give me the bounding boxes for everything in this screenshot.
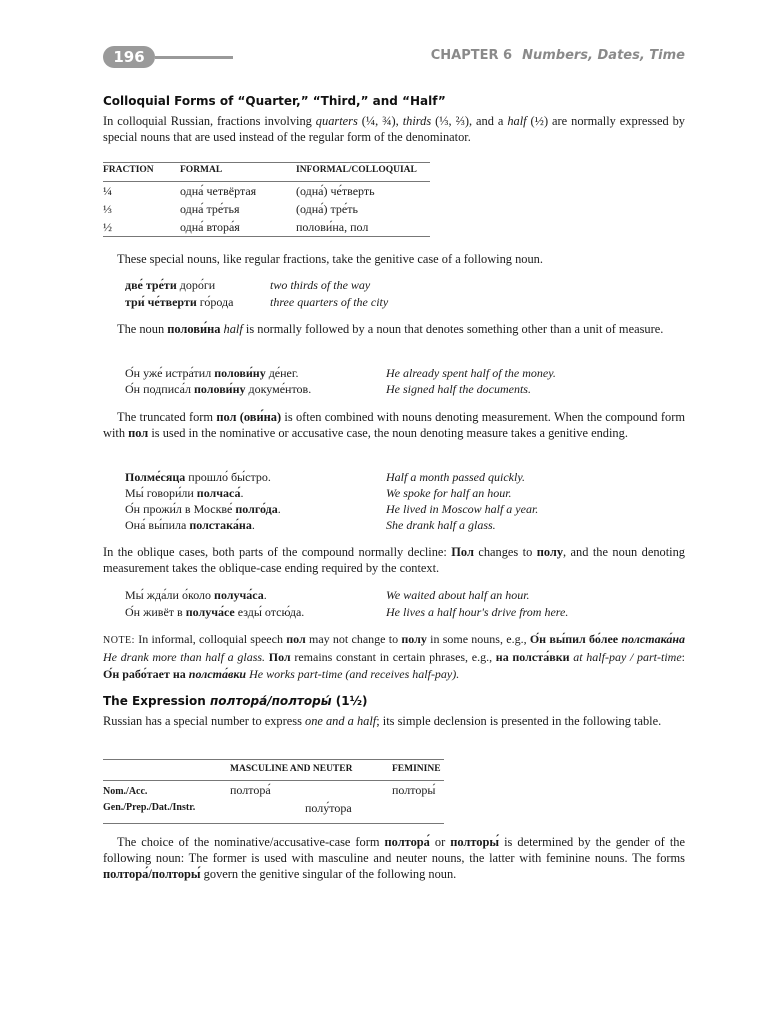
- example-en: Half a month passed quickly.: [386, 470, 525, 484]
- example-ru: Она́ вы́пила полстака́на.: [125, 518, 255, 532]
- header-fraction: FRACTION: [103, 165, 154, 175]
- example-ru: О́н подписа́л полови́ну докуме́нтов.: [125, 382, 312, 396]
- header-feminine: FEMININE: [392, 764, 441, 774]
- table-row: ⅓ одна́ тре́тья (одна́) тре́ть: [103, 202, 358, 216]
- table-row: Gen./Prep./Dat./Instr. полу́тора: [103, 801, 352, 815]
- example-ru: Полме́сяца прошло́ бы́стро.: [125, 470, 271, 484]
- example-ru: две́ тре́ти доро́ги: [125, 278, 216, 292]
- example-en: We spoke for half an hour.: [386, 486, 512, 500]
- page-header: [103, 46, 685, 70]
- intro-paragraph: In colloquial Russian, fractions involving quarters (¼, ¾), thirds (⅓, ⅔), and a half (½) are normally expressed by special nouns that are used instead of the regular form of the denominator.: [103, 114, 685, 144]
- oblique-paragraph: In the oblique cases, both parts of the compound normally decline: Пол changes to полу, and the noun denoting measurement takes the oblique-case ending required by the context.: [103, 545, 685, 575]
- example-en: He already spent half of the money.: [386, 366, 556, 380]
- poltora-intro: Russian has a special number to express one and a half; its simple declension is presented in the following table.: [103, 714, 662, 728]
- chapter-label: CHAPTER 6: [430, 48, 513, 63]
- header-rule: [155, 56, 233, 59]
- running-head: [431, 48, 685, 63]
- table-row: ½ одна́ втора́я полови́на, пол: [103, 220, 369, 234]
- example-ru: Мы́ жда́ли о́коло получа́са.: [125, 588, 267, 602]
- table-rule: [103, 823, 444, 824]
- chapter-title: Numbers, Dates, Time: [522, 48, 685, 63]
- example-en: He signed half the documents.: [386, 382, 531, 396]
- example-en: He lives a half hour's drive from here.: [386, 605, 569, 619]
- table-row: ¼ одна́ четвёртая (одна́) че́тверть: [103, 184, 375, 198]
- table-rule: [103, 236, 430, 237]
- example-ru: О́н уже́ истра́тил полови́ну де́нег.: [125, 366, 299, 380]
- section-heading-fractions: Colloquial Forms of “Quarter,” “Third,” and “Half”: [103, 94, 446, 108]
- header-informal: INFORMAL/COLLOQUIAL: [296, 165, 417, 175]
- example-ru: три́ че́тверти го́рода: [125, 295, 234, 309]
- note-paragraph: NOTE: In informal, colloquial speech пол may not change to полу in some nouns, e.g., О́н вы́пил бо́лее полстака́на He drank more than half a glass. Пол remains constant in certain phrases, e.g., на полста́вки at half-pay / part-time: О́н рабо́тает на полста́вки He works part-time (and receives half-pay).: [103, 632, 686, 681]
- truncated-paragraph: The truncated form пол (ови́на) is often combined with nouns denoting measurement. When the compound form with пол is used in the nominative or accusative case, the noun denoting measure takes a genitive ending.: [103, 410, 685, 440]
- example-en: We waited about half an hour.: [386, 588, 530, 602]
- example-en: She drank half a glass.: [386, 518, 496, 532]
- example-ru: Мы́ говори́ли полчаса́.: [125, 486, 244, 500]
- table-header-row: [103, 163, 430, 181]
- declension-table: [103, 759, 444, 824]
- genitive-paragraph: These special nouns, like regular fractions, take the genitive case of a following noun.: [117, 252, 543, 266]
- example-en: three quarters of the city: [270, 295, 389, 309]
- table-header-row: [103, 760, 444, 780]
- table-row: Nom./Acc. полтора́ полторы́: [103, 783, 436, 797]
- page-number: 196: [103, 46, 155, 68]
- polovina-paragraph: The noun полови́на half is normally followed by a noun that denotes something other than a unit of measure.: [117, 322, 664, 336]
- header-formal: FORMAL: [180, 165, 223, 175]
- example-en: two thirds of the way: [270, 278, 371, 292]
- example-en: He lived in Moscow half a year.: [386, 502, 539, 516]
- example-ru: О́н живёт в получа́се езды́ отсю́да.: [125, 605, 305, 619]
- header-masculine-neuter: MASCULINE AND NEUTER: [230, 764, 353, 774]
- final-paragraph: The choice of the nominative/accusative-case form полтора́ or полторы́ is determined by the gender of the following noun: The former is used with masculine and neuter nouns, the latter with feminine nouns. The forms полтора́/полторы́ govern the genitive singular of the following noun.: [103, 835, 685, 881]
- example-ru: О́н прожи́л в Москве́ полго́да.: [125, 502, 281, 516]
- section-heading-poltora: The Expression полтора́/полторы́ (1½): [103, 694, 368, 708]
- fraction-table: [103, 162, 430, 237]
